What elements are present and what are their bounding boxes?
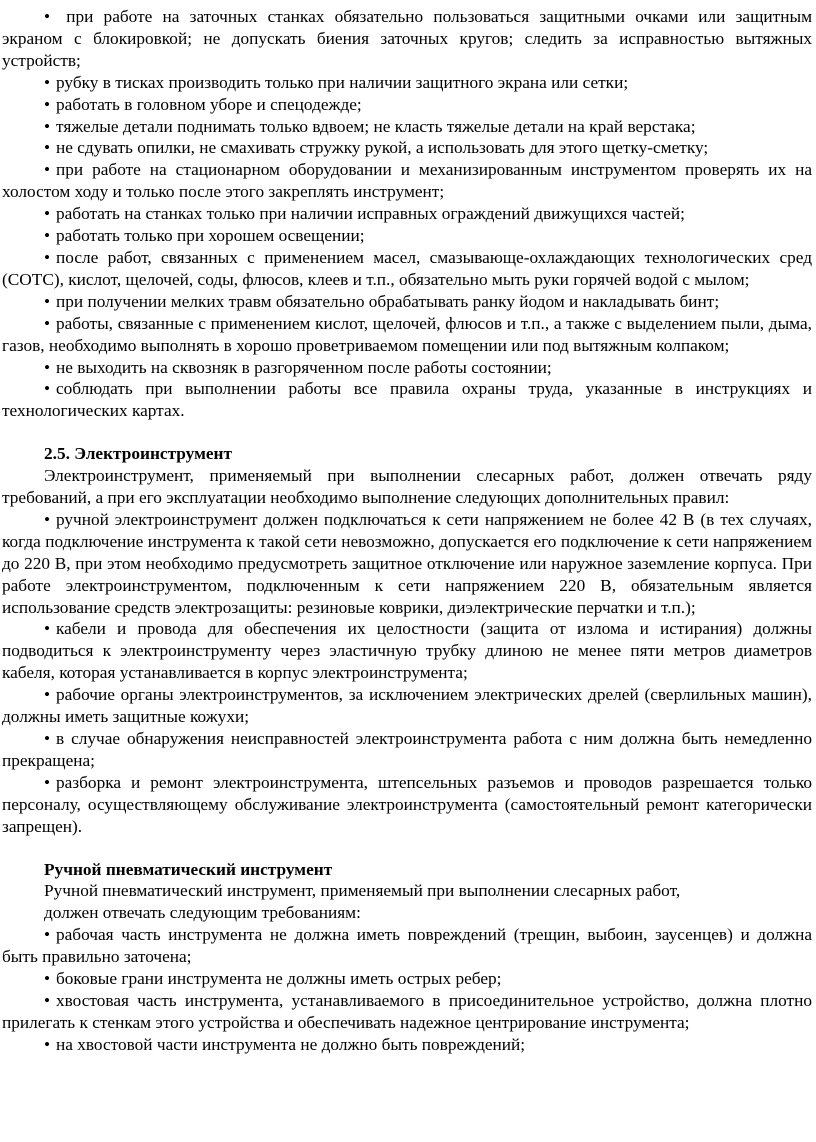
list-item: • работы, связанные с применением кислот, щелочей, флюсов и т.п., а также с выделением пыли, дыма, газов, необходимо выполнять в хорошо проветриваемом помещении или под вытяжным колпаком; (2, 313, 812, 357)
list-item: • разборка и ремонт электроинструмента, штепсельных разъемов и проводов разрешается только персоналу, осуществляющему обслуживание электроинструмента (самостоятельный ремонт категорически запрещен). (2, 772, 812, 838)
list-item: • рубку в тисках производить только при наличии защитного экрана или сетки; (2, 72, 812, 94)
list-item: • рабочая часть инструмента не должна иметь повреждений (трещин, выбоин, заусенцев) и должна быть правильно заточена; (2, 924, 812, 968)
spacer (2, 838, 812, 859)
spacer (2, 422, 812, 443)
list-item: • кабели и провода для обеспечения их целостности (защита от излома и истирания) должны подводиться к электроинструменту через эластичную трубку длиною не менее пяти метров диаметров кабеля, которая устанавливается в корпус электроинструмента; (2, 618, 812, 684)
list-item: • не сдувать опилки, не смахивать стружку рукой, а использовать для этого щетку-сметку; (2, 137, 812, 159)
list-item: • не выходить на сквозняк в разгоряченном после работы состоянии; (2, 357, 812, 379)
section-intro-line: должен отвечать следующим требованиям: (44, 903, 361, 923)
section-pneumatic-tools (2, 859, 812, 1056)
section-intro-line: Ручной пневматический инструмент, применяемый при выполнении слесарных работ, (44, 881, 681, 901)
list-item: • боковые грани инструмента не должны иметь острых ребер; (2, 968, 812, 990)
document-page (2, 6, 812, 1056)
section-heading: Ручной пневматический инструмент (44, 859, 333, 879)
list-item: • в случае обнаружения неисправностей электроинструмента работа с ним должна быть немедленно прекращена; (2, 728, 812, 772)
list-item: • рабочие органы электроинструментов, за исключением электрических дрелей (сверлильных машин), должны иметь защитные кожухи; (2, 684, 812, 728)
list-item: • после работ, связанных с применением масел, смазывающе-охлаждающих технологических сред (СОТС), кислот, щелочей, соды, флюсов, клеев и т.п., обязательно мыть руки горячей водой с мылом; (2, 247, 812, 291)
list-item: • соблюдать при выполнении работы все правила охраны труда, указанные в инструкциях и технологических картах. (2, 378, 812, 422)
list-item: • на хвостовой части инструмента не должно быть повреждений; (2, 1034, 812, 1056)
list-item: • работать только при хорошем освещении; (2, 225, 812, 247)
list-item: • работать в головном уборе и спецодежде; (2, 94, 812, 116)
section-heading: 2.5. Электроинструмент (44, 444, 232, 464)
list-item: • при получении мелких травм обязательно обрабатывать ранку йодом и накладывать бинт; (2, 291, 812, 313)
list-item: • при работе на стационарном оборудовании и механизированным инструментом проверять их на холостом ходу и только после этого закреплять инструмент; (2, 159, 812, 203)
list-item: • хвостовая часть инструмента, устанавливаемого в присоединительное устройство, должна плотно прилегать к стенкам этого устройства и обеспечивать надежное центрирование инструмента; (2, 990, 812, 1034)
safety-rules-list (2, 6, 812, 422)
list-item: • при работе на заточных станках обязательно пользоваться защитными очками или защитным экраном с блокировкой; не допускать биения заточных кругов; следить за исправностью вытяжных устройств; (2, 6, 812, 72)
list-item: • ручной электроинструмент должен подключаться к сети напряжением не более 42 В (в тех случаях, когда подключение инструмента к такой сети невозможно, допускается его подключение к сети напряжением до 220 В, при этом необходимо предусмотреть защитное отключение или наружное заземление корпуса. При работе электроинструментом, подключенным к сети напряжением 220 В, обязательным является использование средств электрозащиты: резиновые коврики, диэлектрические перчатки и т.п.); (2, 509, 812, 619)
section-intro: Электроинструмент, применяемый при выполнении слесарных работ, должен отвечать ряду требований, а при его эксплуатации необходимо выполнение следующих дополнительных правил: (2, 466, 812, 508)
list-item: • работать на станках только при наличии исправных ограждений движущихся частей; (2, 203, 812, 225)
section-power-tools (2, 443, 812, 837)
list-item: • тяжелые детали поднимать только вдвоем; не класть тяжелые детали на край верстака; (2, 116, 812, 138)
